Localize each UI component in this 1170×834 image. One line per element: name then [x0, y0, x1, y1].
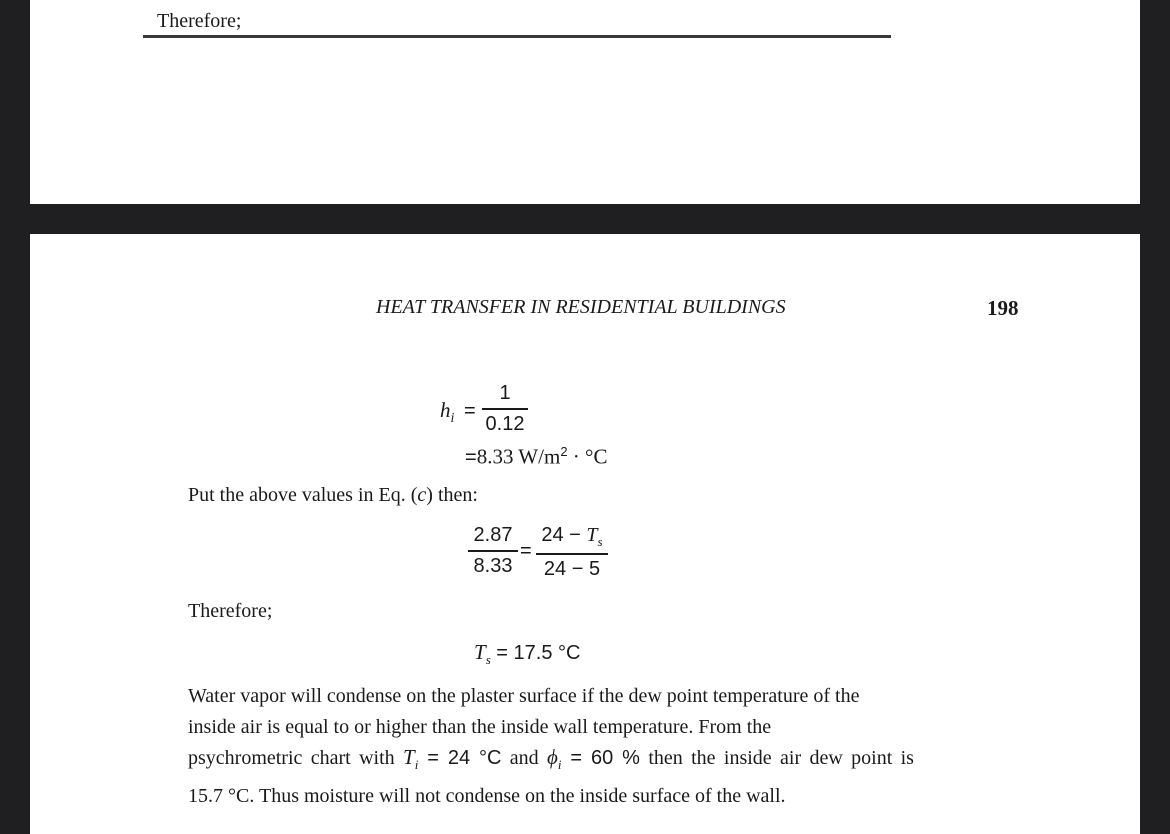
- eq3-left-denominator: 8.33: [473, 554, 513, 577]
- eq3-right-num-sub: s: [597, 534, 603, 549]
- eq4-rest: = 17.5 °C: [490, 642, 581, 664]
- eq3-equals: =: [520, 540, 532, 562]
- para1-before: Put the above values in Eq. (: [188, 484, 418, 506]
- para3-ti-value: = 24 °C: [418, 747, 502, 769]
- eq1-lhs-var: h: [440, 398, 451, 422]
- paragraph-condensation: [188, 681, 914, 811]
- eq3-right-denominator: 24 − 5: [543, 557, 601, 580]
- running-header-title: HEAT TRANSFER IN RESIDENTIAL BUILDINGS: [376, 296, 786, 318]
- para3-ti-sub: i: [414, 757, 419, 772]
- top-page-text: Therefore;: [157, 10, 242, 32]
- eq1-numerator: 1: [499, 382, 511, 404]
- paragraph-therefore: Therefore;: [188, 600, 273, 622]
- eq3-right-numerator: [536, 524, 608, 553]
- top-page-rule: [143, 35, 891, 38]
- paragraph-put-values: [188, 480, 478, 511]
- eq3-left-numerator: 2.87: [473, 524, 513, 546]
- para1-eq-ref: c: [417, 484, 427, 506]
- para3-line3-c: and: [501, 747, 548, 769]
- para3-line3-a: psychrometric chart with: [188, 747, 403, 769]
- eq2-exponent: 2: [560, 444, 568, 459]
- current-page: [30, 234, 1140, 834]
- para3-line4: 15.7 °C. Thus moisture will not condense on the inside surface of the wall.: [188, 784, 786, 807]
- eq4-var: T: [474, 640, 486, 664]
- para3-ti-var: T: [403, 745, 415, 769]
- previous-page: [30, 0, 1140, 204]
- para3-ti-expr: [403, 745, 502, 772]
- eq3-right-fraction: [536, 524, 608, 581]
- eq2-value: 8.33 W/m: [476, 444, 561, 469]
- para3-phi-sub: i: [557, 757, 562, 772]
- eq3-right-num-text: 24 −: [541, 524, 587, 546]
- eq3-left-fraction: [468, 524, 518, 578]
- para3-line3: [188, 742, 914, 781]
- para3-phi-value: = 60 %: [561, 747, 640, 769]
- para3-line1: Water vapor will condense on the plaster surface if the dew point temperature of the: [188, 685, 860, 707]
- eq1-fraction: [482, 382, 528, 436]
- eq1-equals: =: [463, 400, 476, 422]
- page-number: 198: [987, 296, 1019, 320]
- para3-phi-var: ϕ: [547, 745, 558, 769]
- para3-phi-expr: [547, 745, 640, 772]
- para1-after: ) then:: [426, 484, 478, 506]
- eq1-denominator: 0.12: [485, 412, 525, 435]
- eq3-right-num-var: T: [586, 524, 598, 546]
- eq2-unit-tail: · °C: [567, 444, 608, 469]
- eq4-sub: s: [485, 652, 491, 667]
- para3-line3-e: then the inside air dew point is: [639, 747, 914, 769]
- equation-ts-result: [474, 640, 580, 668]
- equation-hi-value: [465, 444, 607, 470]
- para3-line2: inside air is equal to or higher than the inside wall temperature. From the: [188, 715, 772, 738]
- eq2-equals: =: [465, 446, 477, 469]
- equation-hi: [440, 398, 476, 427]
- eq1-lhs-sub: i: [450, 411, 455, 426]
